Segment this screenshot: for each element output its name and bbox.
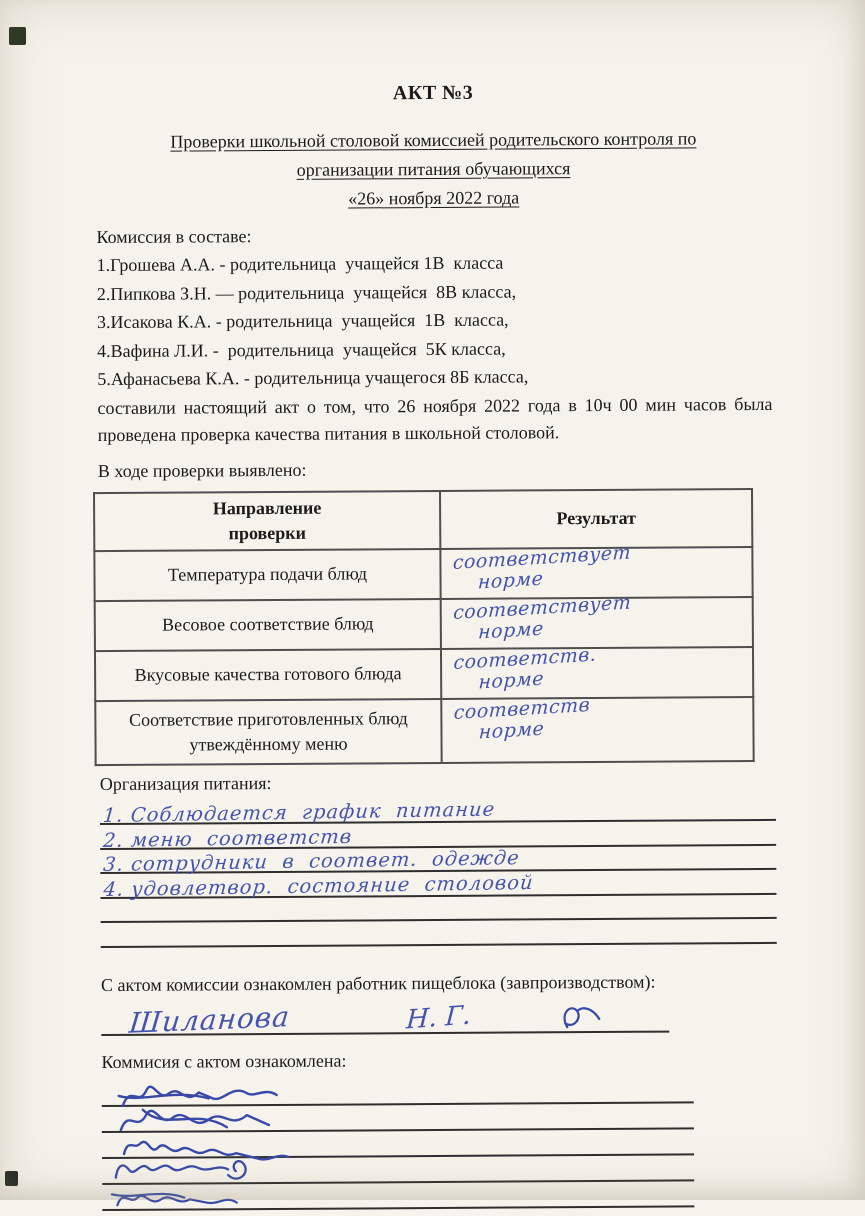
worker-signature-name: Шиланова <box>127 999 292 1040</box>
signature-flourish-icon <box>549 998 609 1034</box>
table-row <box>95 597 753 651</box>
commission-ack-label: Коммисия с актом ознакомлена: <box>101 1050 347 1072</box>
signature-line <box>102 1181 694 1211</box>
member-line-3: 3.Исакова К.А. - родительница учащейся 1В класса, <box>96 309 509 333</box>
handwritten-result: соответств норме <box>453 693 591 744</box>
commission-signature-lines <box>102 1076 778 1210</box>
member-line-5: 5.Афанасьева К.А. - родительница учащегося 8Б класса, <box>97 366 529 390</box>
heading-line-1: Проверки школьной столовой комиссией родительского контроля по <box>170 128 697 152</box>
scan-artifact-bottom-left <box>5 1171 18 1186</box>
member-line-2: 2.Пипкова З.Н. — родительница учащейся 8В класса, <box>96 280 517 304</box>
handwritten-note-1: 1. Соблюдается график питание <box>102 797 497 828</box>
handwritten-note-4: 4. удовлетвор. состояние столовой <box>102 870 535 901</box>
table-row <box>95 697 753 765</box>
worker-ack-label: С актом комиссии ознакомлен работник пищеблока (завпроизводством): <box>100 971 656 995</box>
act-statement: составили настоящий акт о том, что 26 ноября 2022 года в 10ч 00 мин часов была проведена проверка качества питания в школьной столовой. <box>97 393 773 445</box>
check-item-label: Вкусовые качества готового блюда <box>95 648 441 700</box>
check-item-label: Температура подачи блюд <box>94 548 440 600</box>
ruled-line-empty <box>101 919 777 948</box>
org-ruled-lines <box>100 796 777 947</box>
inspection-table <box>93 488 755 766</box>
findings-intro: В ходе проверки выявлено: <box>97 459 307 481</box>
heading-line-2: организации питания обучающихся <box>296 158 571 180</box>
signature-scribble-icon <box>108 1178 298 1215</box>
document-title: АКТ №3 <box>392 81 474 105</box>
check-item-label: Весовое соответствие блюд <box>95 598 441 650</box>
handwritten-result: соответствует норме <box>452 540 632 594</box>
handwritten-note-3: 3. сотрудники в соответ. одежде <box>102 846 521 877</box>
org-section-label: Организация питания: <box>99 772 272 794</box>
check-item-label: Соответствие приготовленных блюд утвеждённому меню <box>95 698 441 764</box>
table-header-direction: Направление проверки <box>94 490 440 550</box>
commission-members-list <box>97 247 773 394</box>
table-row <box>95 647 753 701</box>
table-header-row <box>94 489 752 551</box>
member-line-1: 1.Грошева А.А. - родительница учащейся 1В класса <box>96 252 504 276</box>
handwritten-result: соответств. норме <box>453 643 597 694</box>
handwritten-result: соответствует норме <box>452 590 632 644</box>
worker-signature-initials: Н. Г. <box>405 999 472 1036</box>
member-line-4: 4.Вафина Л.И. - родительница учащейся 5К класса, <box>97 338 506 361</box>
heading-line-3: «26» ноября 2022 года <box>348 187 520 209</box>
table-header-result: Результат <box>440 489 752 549</box>
commission-intro: Комиссия в составе: <box>96 226 252 248</box>
handwritten-note-2: 2. меню соответств <box>102 824 354 852</box>
table-row <box>94 547 752 601</box>
scan-artifact-top-left <box>9 27 26 45</box>
document-heading <box>96 124 772 215</box>
worker-signature-line <box>101 997 669 1040</box>
